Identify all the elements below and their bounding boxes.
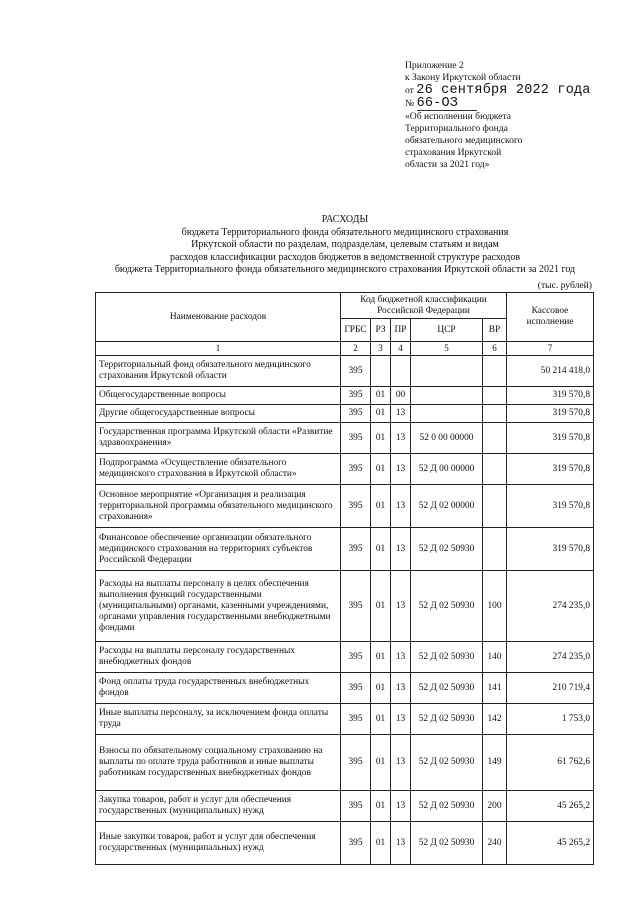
- row-grbs-cell: 395: [341, 387, 371, 405]
- row-name-cell: Общегосударственные вопросы: [96, 387, 341, 405]
- index-cell: 7: [507, 342, 594, 356]
- row-name-cell: Подпрограмма «Осуществление обязательного медицинского страхования в Иркутской области»: [96, 454, 341, 485]
- row-vr-cell: 142: [483, 704, 507, 735]
- row-csr-cell: 52 Д 02 50930: [411, 704, 483, 735]
- row-grbs-cell: 395: [341, 405, 371, 423]
- header-name: Наименование расходов: [96, 293, 341, 342]
- row-csr-cell: 52 Д 02 50930: [411, 735, 483, 791]
- appendix-about-4: страхования Иркутской: [405, 147, 502, 158]
- header-row-1: [96, 293, 594, 319]
- index-cell: 5: [411, 342, 483, 356]
- row-rz-cell: 01: [371, 571, 391, 642]
- row-vr-cell: 100: [483, 571, 507, 642]
- row-rz-cell: 01: [371, 642, 391, 673]
- row-vr-cell: 141: [483, 673, 507, 704]
- date-prefix: от: [405, 85, 414, 96]
- row-amount-cell: 210 719,4: [507, 673, 594, 704]
- title-heading: РАСХОДЫ: [321, 214, 369, 225]
- row-rz-cell: 01: [371, 528, 391, 571]
- header-pr: ПР: [391, 319, 411, 342]
- header-csr: ЦСР: [411, 319, 483, 342]
- row-vr-cell: [483, 485, 507, 528]
- row-vr-cell: 240: [483, 822, 507, 865]
- row-grbs-cell: 395: [341, 791, 371, 822]
- row-grbs-cell: 395: [341, 528, 371, 571]
- row-csr-cell: 52 Д 02 50930: [411, 673, 483, 704]
- row-name-cell: Другие общегосударственные вопросы: [96, 405, 341, 423]
- table-row: [96, 454, 594, 485]
- row-csr-cell: 52 Д 02 50930: [411, 642, 483, 673]
- appendix-line-1: Приложение 2: [405, 60, 464, 71]
- row-rz-cell: 01: [371, 704, 391, 735]
- row-pr-cell: 13: [391, 528, 411, 571]
- row-name-cell: Фонд оплаты труда государственных внебюджетных фондов: [96, 673, 341, 704]
- row-amount-cell: 274 235,0: [507, 642, 594, 673]
- row-amount-cell: 50 214 418,0: [507, 356, 594, 387]
- row-csr-cell: 52 0 00 00000: [411, 423, 483, 454]
- row-vr-cell: [483, 528, 507, 571]
- row-pr-cell: 13: [391, 791, 411, 822]
- appendix-about-5: области за 2021 год»: [405, 159, 490, 170]
- document-title: [95, 214, 595, 277]
- table-row: [96, 485, 594, 528]
- row-pr-cell: [391, 356, 411, 387]
- row-name-cell: Финансовое обеспечение организации обязательного медицинского страхования на территориях субъектов Российской Федерации: [96, 528, 341, 571]
- row-csr-cell: 52 Д 02 50930: [411, 571, 483, 642]
- row-name-cell: Расходы на выплаты персоналу в целях обеспечения выполнения функций государственными (муниципальными) органами, казенными учреждениями, органами управления государственными внебюджетными фондами: [96, 571, 341, 642]
- table-row: [96, 704, 594, 735]
- row-amount-cell: 319 570,8: [507, 485, 594, 528]
- title-line-2: Иркутской области по разделам, подразделам, целевым статьям и видам: [191, 239, 499, 250]
- table-row: [96, 387, 594, 405]
- table-row: [96, 735, 594, 791]
- row-pr-cell: 13: [391, 405, 411, 423]
- row-amount-cell: 274 235,0: [507, 571, 594, 642]
- number-value: 66-ОЗ: [417, 97, 477, 111]
- row-grbs-cell: 395: [341, 485, 371, 528]
- row-pr-cell: 13: [391, 423, 411, 454]
- row-grbs-cell: 395: [341, 673, 371, 704]
- row-grbs-cell: 395: [341, 423, 371, 454]
- row-amount-cell: 319 570,8: [507, 423, 594, 454]
- row-csr-cell: 52 Д 02 50930: [411, 528, 483, 571]
- row-vr-cell: [483, 423, 507, 454]
- row-csr-cell: [411, 356, 483, 387]
- row-grbs-cell: 395: [341, 735, 371, 791]
- row-grbs-cell: 395: [341, 454, 371, 485]
- appendix-about-2: Территориального фонда: [405, 123, 508, 134]
- row-vr-cell: 200: [483, 791, 507, 822]
- row-vr-cell: [483, 356, 507, 387]
- row-name-cell: Иные закупки товаров, работ и услуг для обеспечения государственных (муниципальных) нужд: [96, 822, 341, 865]
- title-line-3: расходов классификации расходов бюджетов в ведомственной структуре расходов: [169, 251, 521, 263]
- row-pr-cell: 13: [391, 673, 411, 704]
- row-rz-cell: 01: [371, 454, 391, 485]
- header-rz: РЗ: [371, 319, 391, 342]
- row-rz-cell: 01: [371, 822, 391, 865]
- title-line-1: бюджета Территориального фонда обязательного медицинского страхования: [181, 226, 509, 238]
- row-vr-cell: 140: [483, 642, 507, 673]
- row-rz-cell: 01: [371, 485, 391, 528]
- table-row: [96, 405, 594, 423]
- row-name-cell: Расходы на выплаты персоналу государственных внебюджетных фондов: [96, 642, 341, 673]
- row-pr-cell: 13: [391, 485, 411, 528]
- table-body: [96, 356, 594, 865]
- row-amount-cell: 319 570,8: [507, 454, 594, 485]
- row-rz-cell: 01: [371, 387, 391, 405]
- row-amount-cell: 319 570,8: [507, 387, 594, 405]
- index-cell: 3: [371, 342, 391, 356]
- row-vr-cell: [483, 405, 507, 423]
- row-amount-cell: 1 753,0: [507, 704, 594, 735]
- expenses-table: [95, 292, 594, 865]
- table-row: [96, 571, 594, 642]
- table-row: [96, 791, 594, 822]
- row-grbs-cell: 395: [341, 356, 371, 387]
- row-name-cell: Взносы по обязательному социальному страхованию на выплаты по оплате труда работников и иные выплаты работникам государственных внебюджетных фондов: [96, 735, 341, 791]
- appendix-about-1: «Об исполнении бюджета: [405, 111, 511, 122]
- date-value: 26 сентября 2022 года: [416, 83, 591, 98]
- row-pr-cell: 13: [391, 822, 411, 865]
- row-grbs-cell: 395: [341, 642, 371, 673]
- header-amount: Кассовое исполнение: [507, 293, 594, 342]
- row-amount-cell: 319 570,8: [507, 405, 594, 423]
- row-amount-cell: 45 265,2: [507, 791, 594, 822]
- table-row: [96, 423, 594, 454]
- row-rz-cell: 01: [371, 423, 391, 454]
- row-csr-cell: 52 Д 00 00000: [411, 454, 483, 485]
- row-pr-cell: 13: [391, 735, 411, 791]
- row-amount-cell: 45 265,2: [507, 822, 594, 865]
- row-grbs-cell: 395: [341, 571, 371, 642]
- row-rz-cell: 01: [371, 735, 391, 791]
- appendix-about-3: обязательного медицинского: [405, 135, 523, 146]
- row-name-cell: Основное мероприятие «Организация и реализация территориальной программы обязательного медицинского страхования»: [96, 485, 341, 528]
- index-cell: 1: [96, 342, 341, 356]
- row-csr-cell: 52 Д 02 00000: [411, 485, 483, 528]
- number-prefix: №: [405, 98, 415, 109]
- row-rz-cell: [371, 356, 391, 387]
- header-vr: ВР: [483, 319, 507, 342]
- appendix-line-2: к Закону Иркутской области: [405, 72, 521, 83]
- row-name-cell: Территориальный фонд обязательного медицинского страхования Иркутской области: [96, 356, 341, 387]
- row-pr-cell: 13: [391, 642, 411, 673]
- index-cell: 6: [483, 342, 507, 356]
- appendix-number: [405, 97, 605, 111]
- row-csr-cell: 52 Д 02 50930: [411, 791, 483, 822]
- row-pr-cell: 00: [391, 387, 411, 405]
- row-rz-cell: 01: [371, 405, 391, 423]
- title-line-4: бюджета Территориального фонда обязательного медицинского страхования Иркутской области за 2021 год: [114, 264, 576, 275]
- row-name-cell: Государственная программа Иркутской области «Развитие здравоохранения»: [96, 423, 341, 454]
- row-grbs-cell: 395: [341, 704, 371, 735]
- table-row: [96, 356, 594, 387]
- units-label: (тыс. рублей): [537, 280, 592, 291]
- row-pr-cell: 13: [391, 571, 411, 642]
- row-pr-cell: 13: [391, 454, 411, 485]
- row-name-cell: Закупка товаров, работ и услуг для обеспечения государственных (муниципальных) нужд: [96, 791, 341, 822]
- row-csr-cell: [411, 387, 483, 405]
- row-pr-cell: 13: [391, 704, 411, 735]
- table-row: [96, 642, 594, 673]
- table-row: [96, 673, 594, 704]
- header-grbs: ГРБС: [341, 319, 371, 342]
- row-csr-cell: [411, 405, 483, 423]
- index-row: [96, 342, 594, 356]
- row-name-cell: Иные выплаты персоналу, за исключением фонда оплаты труда: [96, 704, 341, 735]
- row-vr-cell: [483, 387, 507, 405]
- index-cell: 2: [341, 342, 371, 356]
- table-row: [96, 822, 594, 865]
- row-csr-cell: 52 Д 02 50930: [411, 822, 483, 865]
- row-vr-cell: [483, 454, 507, 485]
- table-row: [96, 528, 594, 571]
- row-vr-cell: 149: [483, 735, 507, 791]
- row-amount-cell: 319 570,8: [507, 528, 594, 571]
- index-cell: 4: [391, 342, 411, 356]
- row-rz-cell: 01: [371, 791, 391, 822]
- row-rz-cell: 01: [371, 673, 391, 704]
- appendix-block: [405, 60, 605, 171]
- row-grbs-cell: 395: [341, 822, 371, 865]
- header-code-group: Код бюджетной классификации Российской Федерации: [341, 293, 507, 319]
- row-amount-cell: 61 762,6: [507, 735, 594, 791]
